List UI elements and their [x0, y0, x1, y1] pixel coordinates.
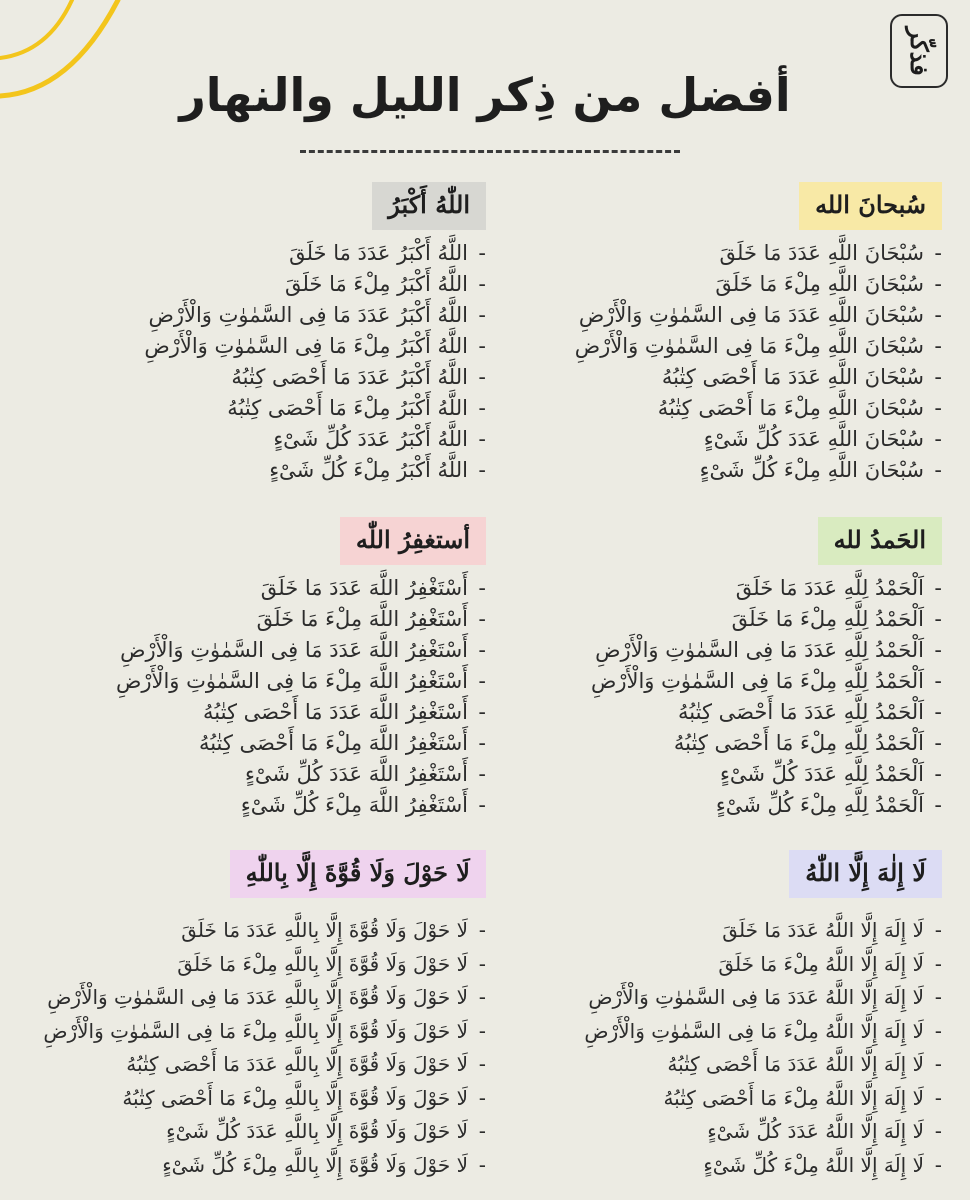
bullet-dash: -	[934, 1052, 942, 1076]
list-item	[6, 666, 486, 697]
dhikr-text: أَسْتَغْفِرُ اللَّهَ مِلْءَ مَا أَحْصَى كِتٰبُهُ	[198, 731, 468, 755]
bullet-dash: -	[934, 918, 942, 942]
dhikr-text: سُبْحَانَ اللَّهِ عَدَدَ مَا أَحْصَى كِتٰبُهُ	[661, 365, 924, 389]
section-subhan-allah	[502, 182, 942, 486]
dhikr-text: اللَّهُ أَكْبَرُ مِلْءَ مَا فِى السَّمٰوٰتِ وَالْأَرْضِ	[144, 334, 468, 358]
bullet-dash: -	[934, 700, 942, 724]
dhikr-list	[6, 914, 486, 1182]
dhikr-text: اَلْحَمْدُ لِلَّهِ عَدَدَ مَا أَحْصَى كِتٰبُهُ	[678, 700, 924, 724]
dhikr-text: لَا حَوْلَ وَلَا قُوَّةَ إِلَّا بِاللَّهِ مِلْءَ مَا فِى السَّمٰوٰتِ وَالْأَرْضِ	[43, 1018, 468, 1043]
dhikr-text: سُبْحَانَ اللَّهِ عَدَدَ مَا فِى السَّمٰوٰتِ وَالْأَرْضِ	[578, 303, 924, 327]
dhikr-list	[502, 238, 942, 486]
dhikr-text: اَلْحَمْدُ لِلَّهِ عَدَدَ مَا فِى السَّمٰوٰتِ وَالْأَرْضِ	[595, 638, 924, 662]
dhikr-text: سُبْحَانَ اللَّهِ مِلْءَ كُلِّ شَىْءٍ	[699, 458, 924, 482]
list-item	[502, 666, 942, 697]
dhikr-text: أَسْتَغْفِرُ اللَّهَ مِلْءَ مَا فِى السَّمٰوٰتِ وَالْأَرْضِ	[115, 669, 468, 693]
section-alhamdulillah	[502, 517, 942, 821]
bullet-dash: -	[934, 731, 942, 755]
dhikr-text: لَا إِلَهَ إِلَّا اللَّهُ عَدَدَ كُلِّ شَىْءٍ	[707, 1119, 924, 1143]
dhikr-text: أَسْتَغْفِرُ اللَّهَ مِلْءَ كُلِّ شَىْءٍ	[240, 793, 468, 817]
list-item	[502, 424, 942, 455]
list-item	[502, 1048, 942, 1082]
dhikr-text: أَسْتَغْفِرُ اللَّهَ عَدَدَ مَا فِى السَّمٰوٰتِ وَالْأَرْضِ	[120, 638, 468, 662]
list-item	[6, 759, 486, 790]
dhikr-text: اللَّهُ أَكْبَرُ عَدَدَ مَا أَحْصَى كِتٰبُهُ	[231, 365, 468, 389]
section-heading: لَا حَوْلَ وَلَا قُوَّةَ إِلَّا بِاللّٰهِ	[230, 850, 486, 898]
list-item	[502, 635, 942, 666]
bullet-dash: -	[934, 793, 942, 817]
list-item	[502, 948, 942, 982]
bullet-dash: -	[478, 762, 486, 786]
bullet-dash: -	[934, 365, 942, 389]
dhikr-text: لَا حَوْلَ وَلَا قُوَّةَ إِلَّا بِاللَّهِ مِلْءَ مَا أَحْصَى كِتٰبُهُ	[122, 1085, 468, 1110]
list-item	[6, 1048, 486, 1082]
section-heading: سُبحانَ الله	[799, 182, 942, 230]
list-item	[502, 790, 942, 821]
dhikr-text: اللَّهُ أَكْبَرُ عَدَدَ كُلِّ شَىْءٍ	[273, 427, 468, 451]
section-heading: أستغفِرُ اللّٰه	[340, 517, 486, 565]
list-item	[6, 424, 486, 455]
list-item	[6, 1082, 486, 1116]
list-item	[6, 331, 486, 362]
bullet-dash: -	[934, 303, 942, 327]
dhikr-text: سُبْحَانَ اللَّهِ مِلْءَ مَا أَحْصَى كِتٰبُهُ	[657, 396, 924, 420]
bullet-dash: -	[478, 427, 486, 451]
list-item	[502, 728, 942, 759]
bullet-dash: -	[478, 1119, 486, 1143]
list-item	[502, 697, 942, 728]
list-item	[502, 573, 942, 604]
list-item	[6, 728, 486, 759]
dhikr-text: لَا حَوْلَ وَلَا قُوَّةَ إِلَّا بِاللَّهِ مِلْءَ كُلِّ شَىْءٍ	[162, 1152, 468, 1177]
list-item	[502, 981, 942, 1015]
dhikr-text: لَا إِلَهَ إِلَّا اللَّهُ عَدَدَ مَا أَحْصَى كِتٰبُهُ	[667, 1052, 924, 1076]
list-item	[6, 790, 486, 821]
dhikr-text: اَلْحَمْدُ لِلَّهِ عَدَدَ كُلِّ شَىْءٍ	[719, 762, 924, 786]
list-item	[6, 1015, 486, 1049]
list-item	[6, 573, 486, 604]
dhikr-text: لَا حَوْلَ وَلَا قُوَّةَ إِلَّا بِاللَّهِ عَدَدَ مَا أَحْصَى كِتٰبُهُ	[126, 1052, 468, 1076]
bullet-dash: -	[934, 396, 942, 420]
list-item	[502, 914, 942, 948]
bullet-dash: -	[478, 458, 486, 482]
bullet-dash: -	[478, 731, 486, 755]
list-item	[6, 604, 486, 635]
bullet-dash: -	[478, 334, 486, 358]
dhikr-text: لَا حَوْلَ وَلَا قُوَّةَ إِلَّا بِاللَّهِ عَدَدَ مَا خَلَقَ	[181, 918, 468, 942]
bullet-dash: -	[478, 951, 486, 976]
list-item	[502, 331, 942, 362]
page-title: أفضل من ذِكر الليل والنهار	[179, 68, 791, 122]
bullet-dash: -	[478, 607, 486, 631]
section-la-ilaha-illallah	[502, 850, 942, 1182]
bullet-dash: -	[934, 334, 942, 358]
section-allahu-akbar	[6, 182, 486, 486]
list-item	[6, 914, 486, 948]
logo-text: فذكّر	[905, 26, 934, 76]
list-item	[6, 981, 486, 1015]
bullet-dash: -	[478, 396, 486, 420]
section-astaghfirullah	[6, 517, 486, 821]
dhikr-text: اللَّهُ أَكْبَرُ مِلْءَ كُلِّ شَىْءٍ	[269, 458, 468, 482]
bullet-dash: -	[934, 458, 942, 482]
bullet-dash: -	[934, 669, 942, 693]
list-item	[6, 393, 486, 424]
bullet-dash: -	[934, 241, 942, 265]
dhikr-text: أَسْتَغْفِرُ اللَّهَ عَدَدَ مَا أَحْصَى كِتٰبُهُ	[203, 700, 468, 724]
dhikr-text: اللَّهُ أَكْبَرُ مِلْءَ مَا خَلَقَ	[284, 272, 468, 296]
bullet-dash: -	[478, 303, 486, 327]
dhikr-text: اَلْحَمْدُ لِلَّهِ مِلْءَ مَا أَحْصَى كِتٰبُهُ	[673, 731, 924, 755]
list-item	[502, 393, 942, 424]
bullet-dash: -	[934, 272, 942, 296]
bullet-dash: -	[934, 576, 942, 600]
list-item	[502, 1149, 942, 1183]
dhikr-text: سُبْحَانَ اللَّهِ عَدَدَ مَا خَلَقَ	[719, 241, 924, 265]
dhikr-text: لَا حَوْلَ وَلَا قُوَّةَ إِلَّا بِاللَّهِ مِلْءَ مَا خَلَقَ	[177, 951, 468, 976]
list-item	[6, 1149, 486, 1183]
list-item	[6, 697, 486, 728]
bullet-dash: -	[934, 762, 942, 786]
bullet-dash: -	[478, 669, 486, 693]
list-item	[6, 948, 486, 982]
dhikr-text: أَسْتَغْفِرُ اللَّهَ مِلْءَ مَا خَلَقَ	[256, 607, 468, 631]
list-item	[6, 238, 486, 269]
bullet-dash: -	[478, 1018, 486, 1043]
dhikr-text: لَا إِلَهَ إِلَّا اللَّهُ مِلْءَ كُلِّ شَىْءٍ	[703, 1152, 924, 1177]
dhikr-text: اَلْحَمْدُ لِلَّهِ عَدَدَ مَا خَلَقَ	[735, 576, 924, 600]
dhikr-text: لَا حَوْلَ وَلَا قُوَّةَ إِلَّا بِاللَّهِ عَدَدَ مَا فِى السَّمٰوٰتِ وَالْأَرْضِ	[47, 985, 468, 1009]
list-item	[502, 604, 942, 635]
dhikr-text: اَلْحَمْدُ لِلَّهِ مِلْءَ مَا خَلَقَ	[731, 607, 924, 631]
dhikr-text: لَا حَوْلَ وَلَا قُوَّةَ إِلَّا بِاللَّهِ عَدَدَ كُلِّ شَىْءٍ	[166, 1119, 468, 1143]
list-item	[502, 1115, 942, 1149]
list-item	[6, 300, 486, 331]
bullet-dash: -	[934, 1119, 942, 1143]
list-item	[6, 455, 486, 486]
bullet-dash: -	[478, 1152, 486, 1177]
list-item	[502, 1015, 942, 1049]
dhikr-text: لَا إِلَهَ إِلَّا اللَّهُ مِلْءَ مَا فِى السَّمٰوٰتِ وَالْأَرْضِ	[584, 1018, 924, 1043]
bullet-dash: -	[934, 638, 942, 662]
section-heading: اللّٰهُ أَكْبَرُ	[372, 182, 486, 230]
dhikr-text: سُبْحَانَ اللَّهِ مِلْءَ مَا خَلَقَ	[715, 272, 924, 296]
list-item	[502, 759, 942, 790]
bullet-dash: -	[478, 985, 486, 1009]
dhikr-list	[502, 914, 942, 1182]
dhikr-list	[502, 573, 942, 821]
dhikr-text: لَا إِلَهَ إِلَّا اللَّهُ مِلْءَ مَا خَلَقَ	[718, 951, 924, 976]
dhikr-text: لَا إِلَهَ إِلَّا اللَّهُ مِلْءَ مَا أَحْصَى كِتٰبُهُ	[663, 1085, 924, 1110]
bullet-dash: -	[934, 1085, 942, 1110]
dhikr-text: اللَّهُ أَكْبَرُ مِلْءَ مَا أَحْصَى كِتٰبُهُ	[227, 396, 468, 420]
dhikr-text: أَسْتَغْفِرُ اللَّهَ عَدَدَ مَا خَلَقَ	[260, 576, 468, 600]
list-item	[502, 362, 942, 393]
bullet-dash: -	[934, 951, 942, 976]
bullet-dash: -	[478, 1085, 486, 1110]
dhikr-text: لَا إِلَهَ إِلَّا اللَّهُ عَدَدَ مَا خَلَقَ	[722, 918, 924, 942]
bullet-dash: -	[934, 607, 942, 631]
bullet-dash: -	[934, 427, 942, 451]
dhikr-text: اللَّهُ أَكْبَرُ عَدَدَ مَا خَلَقَ	[289, 241, 468, 265]
dhikr-list	[6, 573, 486, 821]
list-item	[502, 269, 942, 300]
bullet-dash: -	[478, 793, 486, 817]
dhikr-list	[6, 238, 486, 486]
bullet-dash: -	[478, 638, 486, 662]
bullet-dash: -	[478, 576, 486, 600]
dhikr-text: سُبْحَانَ اللَّهِ عَدَدَ كُلِّ شَىْءٍ	[703, 427, 924, 451]
bullet-dash: -	[478, 241, 486, 265]
bullet-dash: -	[934, 985, 942, 1009]
dhikr-text: سُبْحَانَ اللَّهِ مِلْءَ مَا فِى السَّمٰوٰتِ وَالْأَرْضِ	[574, 334, 924, 358]
dhikr-text: اَلْحَمْدُ لِلَّهِ مِلْءَ مَا فِى السَّمٰوٰتِ وَالْأَرْضِ	[590, 669, 924, 693]
list-item	[502, 238, 942, 269]
list-item	[502, 300, 942, 331]
list-item	[6, 635, 486, 666]
section-la-hawla	[6, 850, 486, 1182]
section-heading: لَا إِلٰهَ إِلَّا اللّٰهُ	[789, 850, 942, 898]
bullet-dash: -	[934, 1018, 942, 1043]
bullet-dash: -	[478, 700, 486, 724]
bullet-dash: -	[934, 1152, 942, 1177]
dhikr-text: اَلْحَمْدُ لِلَّهِ مِلْءَ كُلِّ شَىْءٍ	[715, 793, 924, 817]
bullet-dash: -	[478, 272, 486, 296]
list-item	[6, 362, 486, 393]
bullet-dash: -	[478, 365, 486, 389]
dhikr-text: لَا إِلَهَ إِلَّا اللَّهُ عَدَدَ مَا فِى السَّمٰوٰتِ وَالْأَرْضِ	[588, 985, 924, 1009]
section-heading: الحَمدُ لله	[818, 517, 942, 565]
bullet-dash: -	[478, 918, 486, 942]
list-item	[6, 1115, 486, 1149]
title-underline-divider	[300, 150, 680, 153]
list-item	[502, 455, 942, 486]
dhikr-text: أَسْتَغْفِرُ اللَّهَ عَدَدَ كُلِّ شَىْءٍ	[244, 762, 468, 786]
bullet-dash: -	[478, 1052, 486, 1076]
list-item	[502, 1082, 942, 1116]
list-item	[6, 269, 486, 300]
dhikr-text: اللَّهُ أَكْبَرُ عَدَدَ مَا فِى السَّمٰوٰتِ وَالْأَرْضِ	[148, 303, 468, 327]
